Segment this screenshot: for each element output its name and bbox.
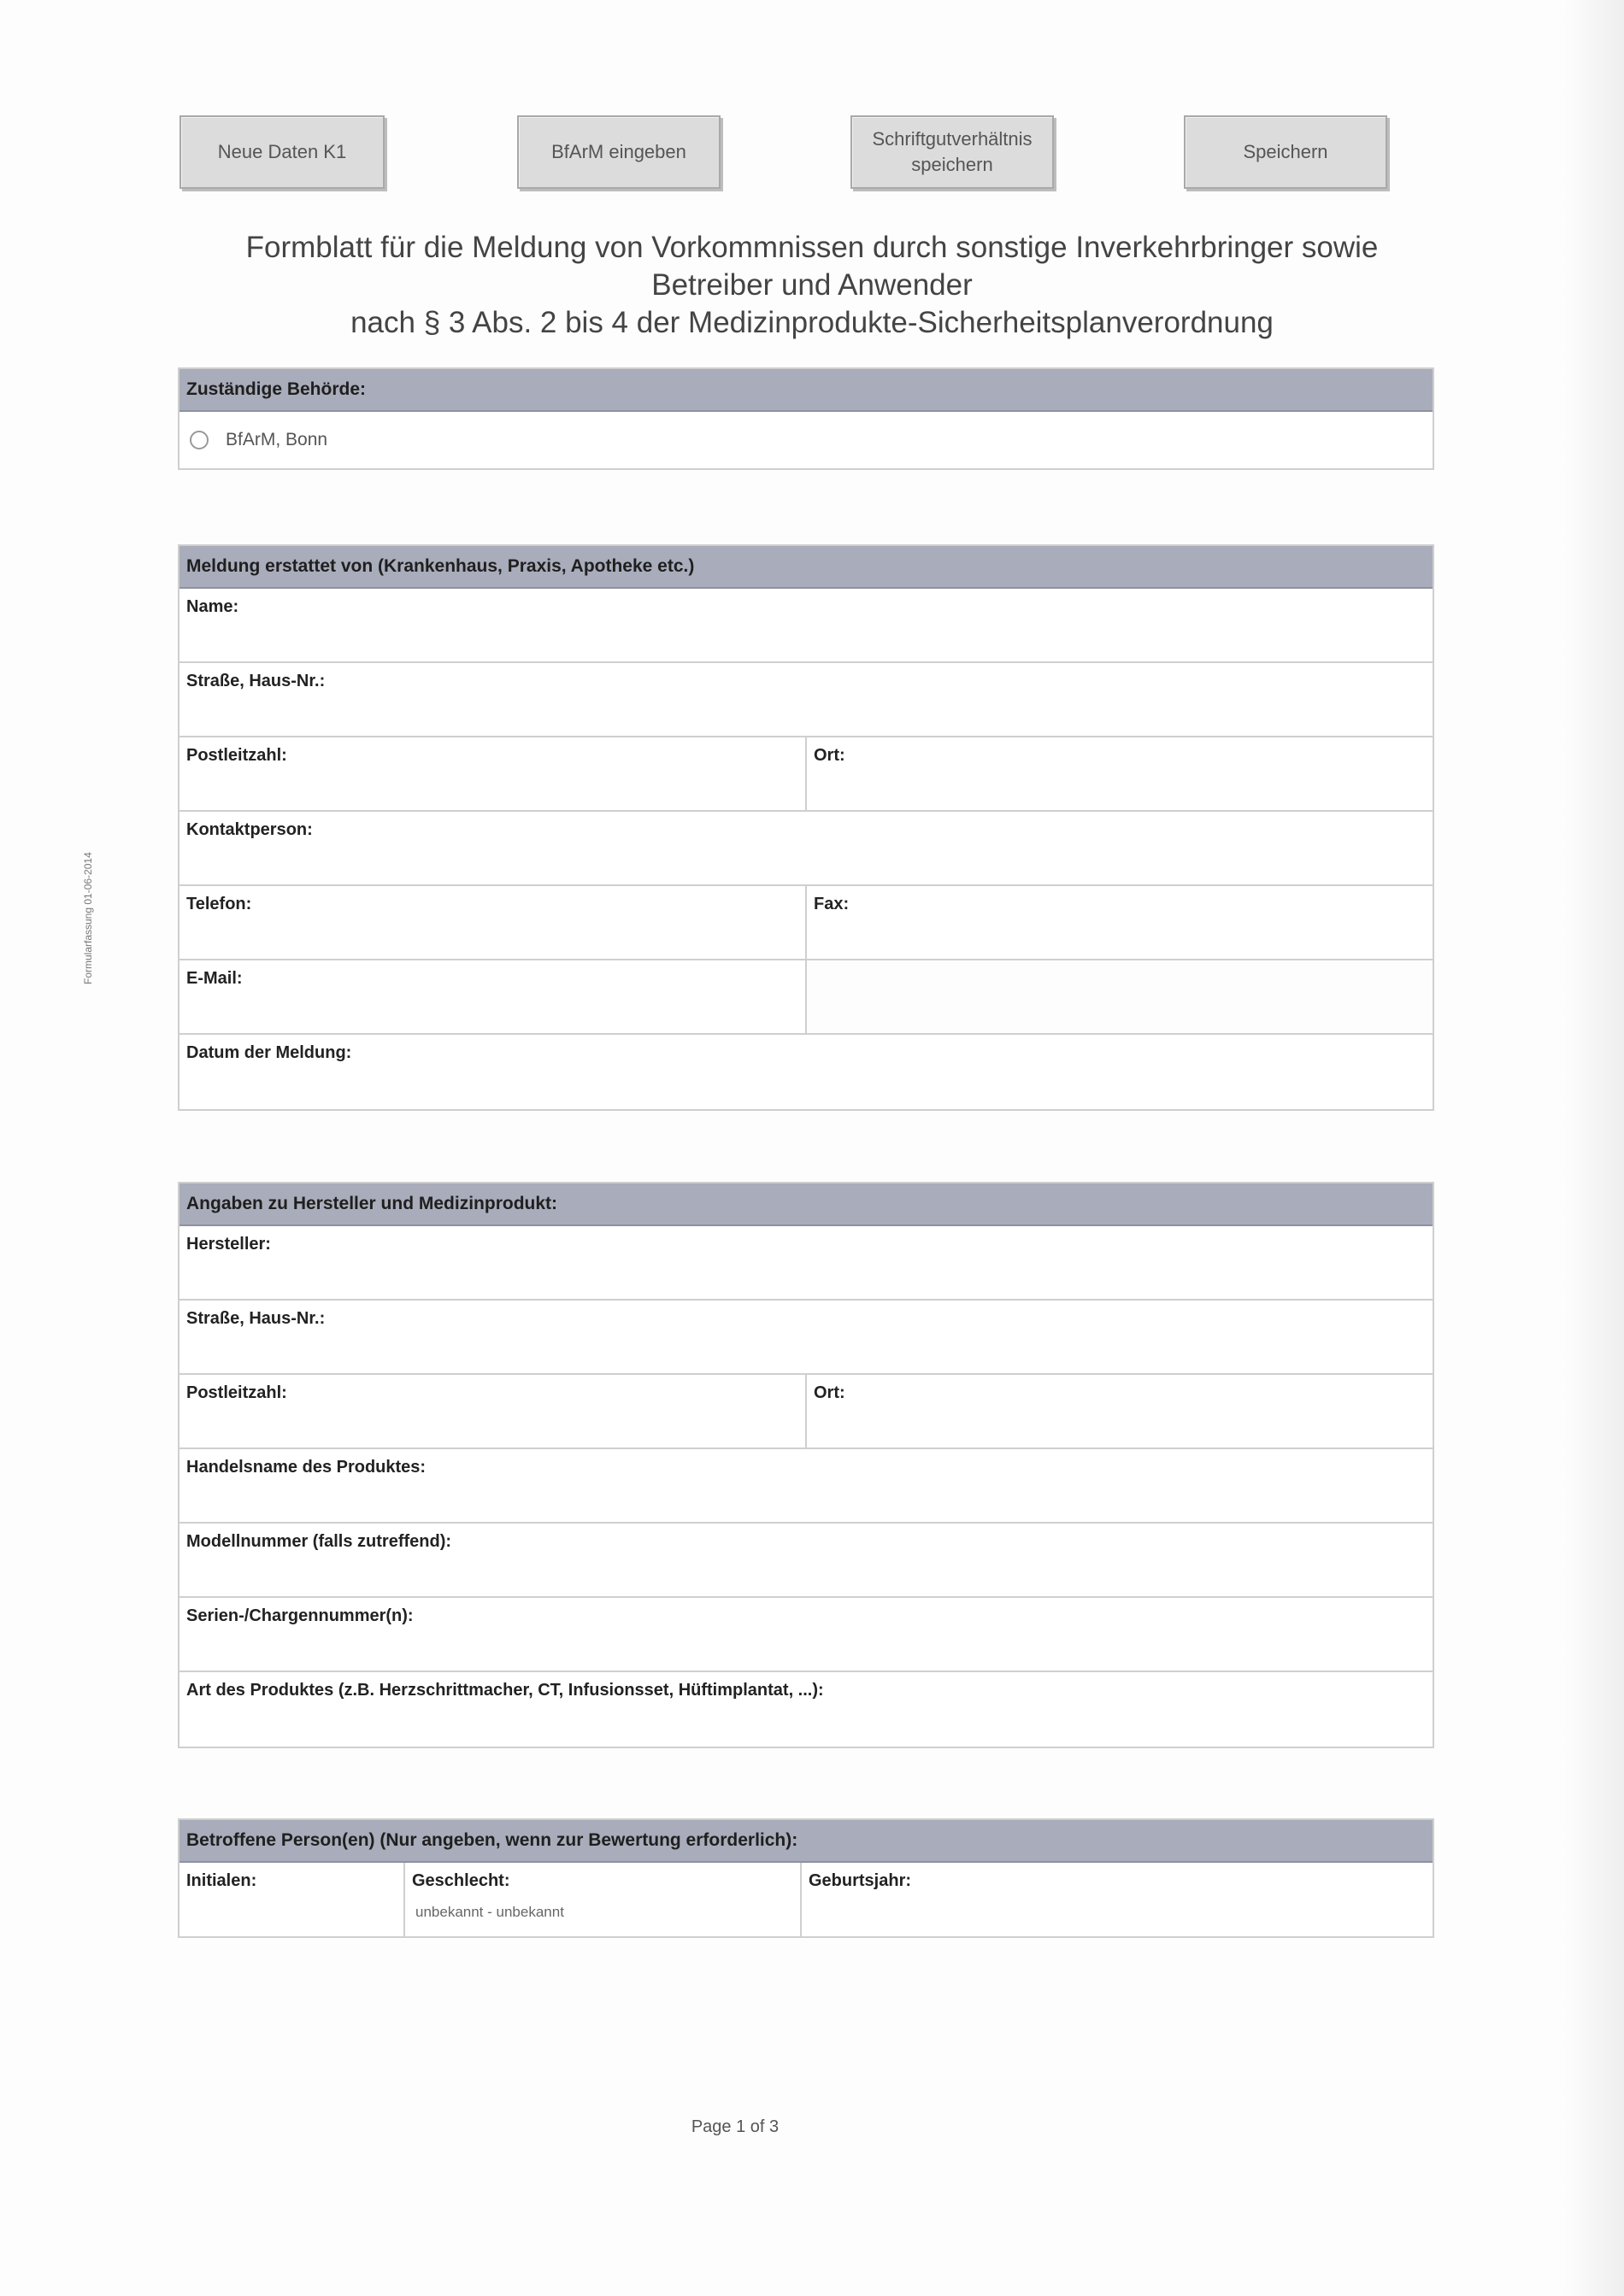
reporter-phone-field[interactable] <box>179 886 805 959</box>
form-row <box>179 1524 1433 1598</box>
field-label: Hersteller: <box>186 1235 271 1254</box>
page-edge-shadow <box>1564 0 1624 2296</box>
field-label: Geschlecht: <box>412 1871 510 1890</box>
reporter-city-field[interactable] <box>805 737 1433 810</box>
patient-section <box>178 1818 1434 1938</box>
field-label: Postleitzahl: <box>186 1383 287 1402</box>
field-label: Ort: <box>814 746 845 765</box>
gender-field[interactable] <box>403 1863 800 1936</box>
bfarm-enter-button[interactable]: BfArM eingeben <box>517 115 721 189</box>
gender-select-value[interactable]: unbekannt - unbekannt <box>415 1904 564 1920</box>
title-line-2: Betreiber und Anwender <box>651 268 973 302</box>
margin-note: Formularfassung 01-06-2014 <box>82 852 94 984</box>
form-toolbar <box>179 115 1419 192</box>
authority-header: Zuständige Behörde: <box>179 369 1433 412</box>
manufacturer-section <box>178 1182 1434 1748</box>
field-label: Datum der Meldung: <box>186 1043 352 1062</box>
field-label: Kontaktperson: <box>186 820 313 839</box>
manufacturer-name-field[interactable] <box>179 1226 1433 1299</box>
title-line-3: nach § 3 Abs. 2 bis 4 der Medizinprodukte-Sicherheitsplanverordnung <box>350 306 1274 339</box>
manufacturer-city-field[interactable] <box>805 1375 1433 1447</box>
reporter-street-field[interactable] <box>179 663 1433 736</box>
form-row <box>179 960 1433 1035</box>
form-row <box>179 1375 1433 1449</box>
reporter-name-field[interactable] <box>179 589 1433 661</box>
field-label: Postleitzahl: <box>186 746 287 765</box>
reporter-contact-field[interactable] <box>179 812 1433 884</box>
form-row <box>179 737 1433 812</box>
initials-field[interactable] <box>179 1863 403 1936</box>
reporter-email-field[interactable] <box>179 960 805 1033</box>
trade-name-field[interactable] <box>179 1449 1433 1522</box>
form-row <box>179 589 1433 663</box>
field-label: Straße, Haus-Nr.: <box>186 672 326 690</box>
reporter-header: Meldung erstattet von (Krankenhaus, Praxis, Apotheke etc.) <box>179 546 1433 589</box>
page-number: Page 1 of 3 <box>691 2117 780 2136</box>
field-label: Telefon: <box>186 895 252 913</box>
reporter-section <box>178 544 1434 1111</box>
field-label: Geburtsjahr: <box>809 1871 912 1890</box>
document-title <box>179 229 1445 342</box>
field-label: E-Mail: <box>186 969 243 988</box>
form-row <box>179 1863 1433 1936</box>
form-row <box>179 663 1433 737</box>
authority-section <box>178 367 1434 470</box>
field-label: Handelsname des Produktes: <box>186 1458 427 1477</box>
patient-header: Betroffene Person(en) (Nur angeben, wenn zur Bewertung erforderlich): <box>179 1820 1433 1863</box>
manufacturer-header: Angaben zu Hersteller und Medizinprodukt: <box>179 1183 1433 1226</box>
field-label: Straße, Haus-Nr.: <box>186 1309 326 1328</box>
form-row <box>179 1035 1433 1109</box>
authority-radio[interactable] <box>190 431 209 449</box>
field-label: Name: <box>186 597 239 616</box>
birth-year-field[interactable] <box>800 1863 1433 1936</box>
report-date-field[interactable] <box>179 1035 1433 1109</box>
field-label: Art des Produktes (z.B. Herzschrittmacher, CT, Infusionsset, Hüftimplantat, ...): <box>186 1681 824 1700</box>
authority-option <box>179 412 1433 468</box>
title-line-1: Formblatt für die Meldung von Vorkommnissen durch sonstige Inverkehrbringer sowie <box>245 231 1379 264</box>
model-number-field[interactable] <box>179 1524 1433 1596</box>
field-label: Serien-/Chargennummer(n): <box>186 1606 414 1625</box>
field-label: Modellnummer (falls zutreffend): <box>186 1532 452 1551</box>
form-row <box>179 886 1433 960</box>
form-row <box>179 1449 1433 1524</box>
reporter-postal-field[interactable] <box>179 737 805 810</box>
manufacturer-postal-field[interactable] <box>179 1375 805 1447</box>
reporter-fax-field[interactable] <box>805 886 1433 959</box>
field-label: Ort: <box>814 1383 845 1402</box>
product-type-field[interactable] <box>179 1672 1433 1747</box>
new-data-button[interactable]: Neue Daten K1 <box>179 115 385 189</box>
save-button[interactable]: Speichern <box>1184 115 1387 189</box>
form-row <box>179 1226 1433 1301</box>
form-row <box>179 1598 1433 1672</box>
form-row <box>179 1301 1433 1375</box>
form-row <box>179 812 1433 886</box>
authority-option-label: BfArM, Bonn <box>226 430 328 449</box>
field-label: Initialen: <box>186 1871 257 1890</box>
manufacturer-street-field[interactable] <box>179 1301 1433 1373</box>
field-label: Fax: <box>814 895 850 913</box>
empty-cell <box>805 960 1433 1033</box>
save-record-button[interactable]: Schriftgutverhältnis speichern <box>850 115 1054 189</box>
form-row <box>179 1672 1433 1747</box>
serial-number-field[interactable] <box>179 1598 1433 1671</box>
